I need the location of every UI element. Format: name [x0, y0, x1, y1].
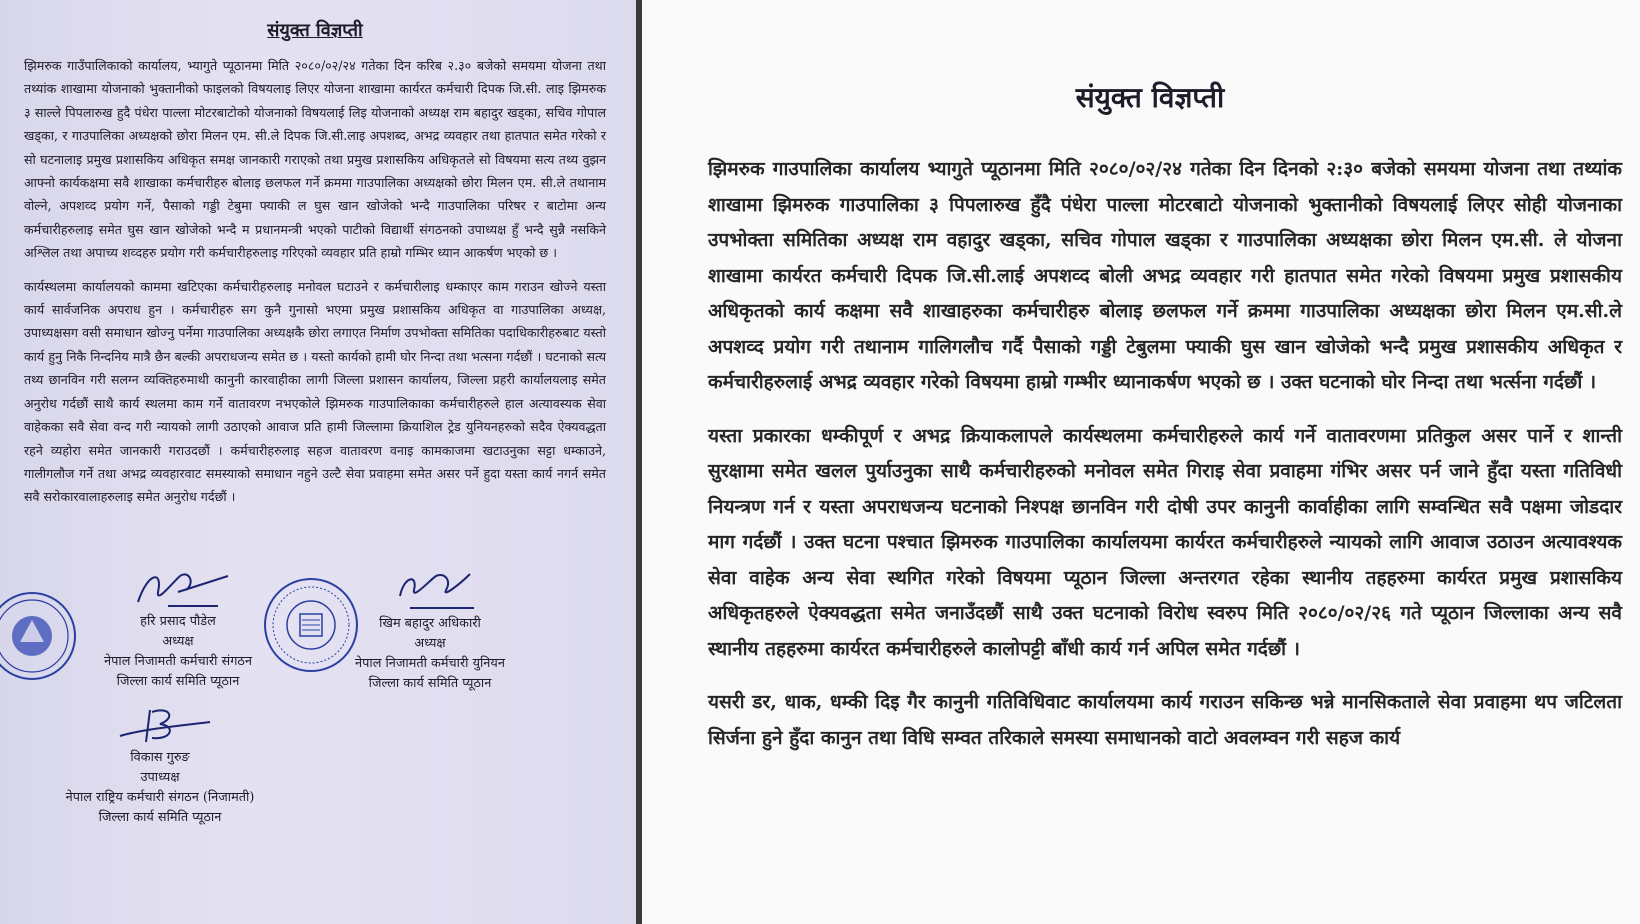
signatory-1-unit: जिल्ला कार्य समिति प्यूठान [116, 674, 240, 689]
signatory-3-unit: जिल्ला कार्य समिति प्यूठान [98, 810, 222, 825]
signatory-3-name: विकास गुरुङ [130, 750, 190, 765]
signature-2 [370, 566, 490, 614]
signatory-2-org: नेपाल निजामती कर्मचारी युनियन [355, 656, 505, 671]
signatory-3-org: नेपाल राष्ट्रिय कर्मचारी संगठन (निजामती) [65, 790, 255, 805]
left-paragraph-2: कार्यस्थलमा कार्यालयको काममा खटिएका कर्मचारीहरुलाइ मनोवल घटाउने र कर्मचारीलाइ धम्काएर काम गराउन खोज्ने यस्ता कार्य सार्वजनिक अपराध हुन । कर्मचारीहरु सग कुनै गुनासो भएमा प्रमुख प्रशासकिय अधिकृत वा गाउपालिका अध्यक्ष, उपाध्यक्षसग वसी समाधान खोज्नु पर्नेमा गाउपालिका अध्यक्षकै छोरा लगाएत निर्माण उपभोक्ता समितिका पदाधिकारीहरुबाट यस्तो कार्य हुनु निकै निन्दनिय मात्रै छैन बल्की अपराधजन्य समेत छ । यस्तो कार्यको हामी घोर निन्दा तथा भत्सना गर्दछौं । घटनाको सत्य तथ्य छानविन गरी सलग्न व्यक्तिहरुमाथी कानुनी कारवाहीका लागी जिल्ला प्रशासन कार्यालय, जिल्ला प्रहरी कार्यालयलाइ समेत अनुरोध गर्दछौं साथै कार्य स्थलमा काम गर्ने वातावरण नभएकोले झिमरुक गाउपालिकाका कर्मचारीहरुले हाल अत्यावस्यक सेवा वाहेकका सवै सेवा वन्द गरी न्यायको लागी उठाएको आवाज प्रति हामी जिल्लामा क्रियाशिल ट्रेड युनियनहरुको सदैव ऐक्यवद्धता रहने व्यहोरा समेत जानकारी गराउदछौं । कर्मचारीहरुलाइ सहज वातावरण वनाइ कामकाजमा खटाउनुका सट्टा धम्काउने, गालीगलौज गर्ने तथा अभद्र व्यवहारवाट समस्याको समाधान नहुने उल्टै सेवा प्रवाहमा समेत असर पर्ने हुदा यस्ता कार्य नगर्न समेत सवै सरोकारवालाहरुलाइ समेत अनुरोध गर्दछौं । [24, 278, 606, 505]
right-document [642, 0, 1640, 924]
signatory-1-post: अध्यक्ष [162, 634, 194, 649]
signatory-1 [88, 562, 268, 692]
signature-1 [118, 562, 238, 612]
signatory-2-name: खिम बहादुर अधिकारी [379, 616, 481, 631]
signatory-2-post: अध्यक्ष [414, 636, 446, 651]
signatory-3 [40, 700, 280, 828]
seal-stamp-1 [0, 590, 78, 682]
right-paragraph-3: यसरी डर, धाक, धम्की दिइ गैर कानुनी गतिविधिवाट कार्यालयमा कार्य गराउन सकिन्छ भन्ने मानसिकताले सेवा प्रवाहमा थप जटिलता सिर्जना हुने हुँदा कानुन तथा विधि सम्वत तरिकाले समस्या समाधानको वाटो अवलम्वन गरी सहज कार्य [708, 691, 1622, 749]
right-paragraph-1: झिमरुक गाउपालिका कार्यालय भ्यागुते प्यूठानमा मिति २०८०/०२/२४ गतेका दिन दिनको २:३० बजेको समयमा योजना तथा तथ्यांक शाखामा झिमरुक गाउपालिका ३ पिपलारुख हुँदै पंधेरा पाल्ला मोटरबाटो योजनाको भुक्तानीको विषयलाई लिएर सोही योजनाका उपभोक्ता समितिका अध्यक्ष राम वहादुर खड्का, सचिव गोपाल खड्का र गाउपालिका अध्यक्षका छोरा मिलन एम.सी. ले योजना शाखामा कार्यरत कर्मचारी दिपक जि.सी.लाई अपशव्द बोली अभद्र व्यवहार गरी हातपात समेत गरेको विषयमा प्रमुख प्रशासकीय अधिकृतको कार्य कक्षमा सवै शाखाहरुका कर्मचारीहरु बोलाइ छलफल गर्ने क्रममा गाउपालिका अध्यक्षका छोरा मिलन एम.सी.ले अपशव्द प्रयोग गरी तथानाम गालिगलौच गर्दै पैसाको गड्डी टेबुलमा फ्याकी घुस खान खोजेको भन्दै प्रमुख प्रशासकीय अधिकृत र कर्मचारीहरुलाई अभद्र व्यवहार गरेको विषयमा हाम्रो गम्भीर ध्यानाकर्षण भएको छ । उक्त घटनाको घोर निन्दा तथा भर्त्सना गर्दछौं । [708, 158, 1622, 393]
signature-3 [100, 700, 220, 748]
left-document-title: संयुक्त विज्ञप्ती [267, 20, 363, 41]
signatory-2-unit: जिल्ला कार्य समिति प्यूठान [368, 676, 492, 691]
signatory-1-org: नेपाल निजामती कर्मचारी संगठन [104, 654, 252, 669]
signatory-2 [330, 566, 530, 694]
left-paragraph-1: झिमरुक गाउँपालिकाको कार्यालय, भ्यागुते प्यूठानमा मिति २०८०/०२/२४ गतेका दिन करिब २.३० बजेको समयमा योजना तथा तथ्यांक शाखामा योजनाको भुक्तानीको फाइलको विषयलाइ लिएर योजना शाखामा कार्यरत कर्मचारी दिपक जि.सी. लाइ झिमरुक ३ साल्ले पिपलारुख हुदै पंधेरा पाल्ला मोटरबाटोको योजनाको विषयलाई लिइ योजनाको अध्यक्ष राम बहादुर खड्का, सचिव गोपाल खड्का, र गाउपालिका अध्यक्षको छोरा मिलन एम. सी.ले दिपक जि.सी.लाइ अपशब्द, अभद्र व्यवहार तथा हातपात समेत गरेको र सो घटनालाइ प्रमुख प्रशासकिय अधिकृत समक्ष जानकारी गराएको तथा प्रमुख प्रशासकिय अधिकृतले सो विषयमा सत्य तथ्य वुझन आफ्नो कार्यकक्षमा सवै शाखाका कर्मचारीहरु बोलाइ छलफल गर्ने क्रममा गाउपालिका अध्यक्षको छोरा मिलन एम. सी.ले तथानाम वोल्ने, अपशव्द प्रयोग गर्ने, पैसाको गड्डी टेबुमा फ्याकी ल घुस खान खोजेको भन्दै गाउपालिका परिषर र बाटोमा अन्य कर्मचारीहरुलाइ समेत घुस खान खोजेको भन्दै म प्रधानमन्त्री भएको पाटीको विद्यार्थी संगठनको उपाध्यक्ष हुँ भन्दै सुन्नै नसकिने अश्लिल तथा अपाच्य शव्दहरु प्रयोग गरी कर्मचारीहरुलाइ गरिएको व्यवहार प्रति हाम्रो गम्भिर ध्यान आकर्षण भएको छ । [24, 58, 606, 261]
left-document [0, 0, 636, 924]
right-paragraph-2: यस्ता प्रकारका धम्कीपूर्ण र अभद्र क्रियाकलापले कार्यस्थलमा कर्मचारीहरुले कार्य गर्ने वातावरणमा प्रतिकुल असर पार्ने र शान्ती सुरक्षामा समेत खलल पुर्याउनुका साथै कर्मचारीहरुको मनोवल समेत गिराइ सेवा प्रवाहमा गंभिर असर पर्न जाने हुँदा यस्ता गतिविधी नियन्त्रण गर्न र यस्ता अपराधजन्य घटनाको निश्पक्ष छानविन गरी दोषी उपर कानुनी कार्वाहीका लागि सम्वन्धित सवै पक्षमा जोडदार माग गर्दछौं । उक्त घटना पश्चात झिमरुक गाउपालिका कार्यालयमा कार्यरत कर्मचारीहरुले न्यायको लागि आवाज उठाउन अत्यावश्यक सेवा वाहेक अन्य सेवा स्थगित गरेको विषयमा प्यूठान जिल्ला अन्तरगत रहेका स्थानीय तहहरुमा कार्यरत प्रमुख प्रशासकिय अधिकृतहरुले ऐक्यवद्धता समेत जनाउँदछौं साथै उक्त घटनाको विरोध स्वरुप मिति २०८०/०२/२६ गते प्यूठान जिल्लाका अन्य सवै स्थानीय तहहरुमा कार्यरत कर्मचारीहरुले कालोपट्टी बाँधी कार्य गर्न अपिल समेत गर्दछौं । [708, 424, 1622, 660]
signatory-3-post: उपाध्यक्ष [140, 770, 180, 785]
signatory-1-name: हरि प्रसाद पौडेल [140, 614, 216, 629]
right-document-title: संयुक्त विज्ञप्ती [1075, 81, 1225, 114]
